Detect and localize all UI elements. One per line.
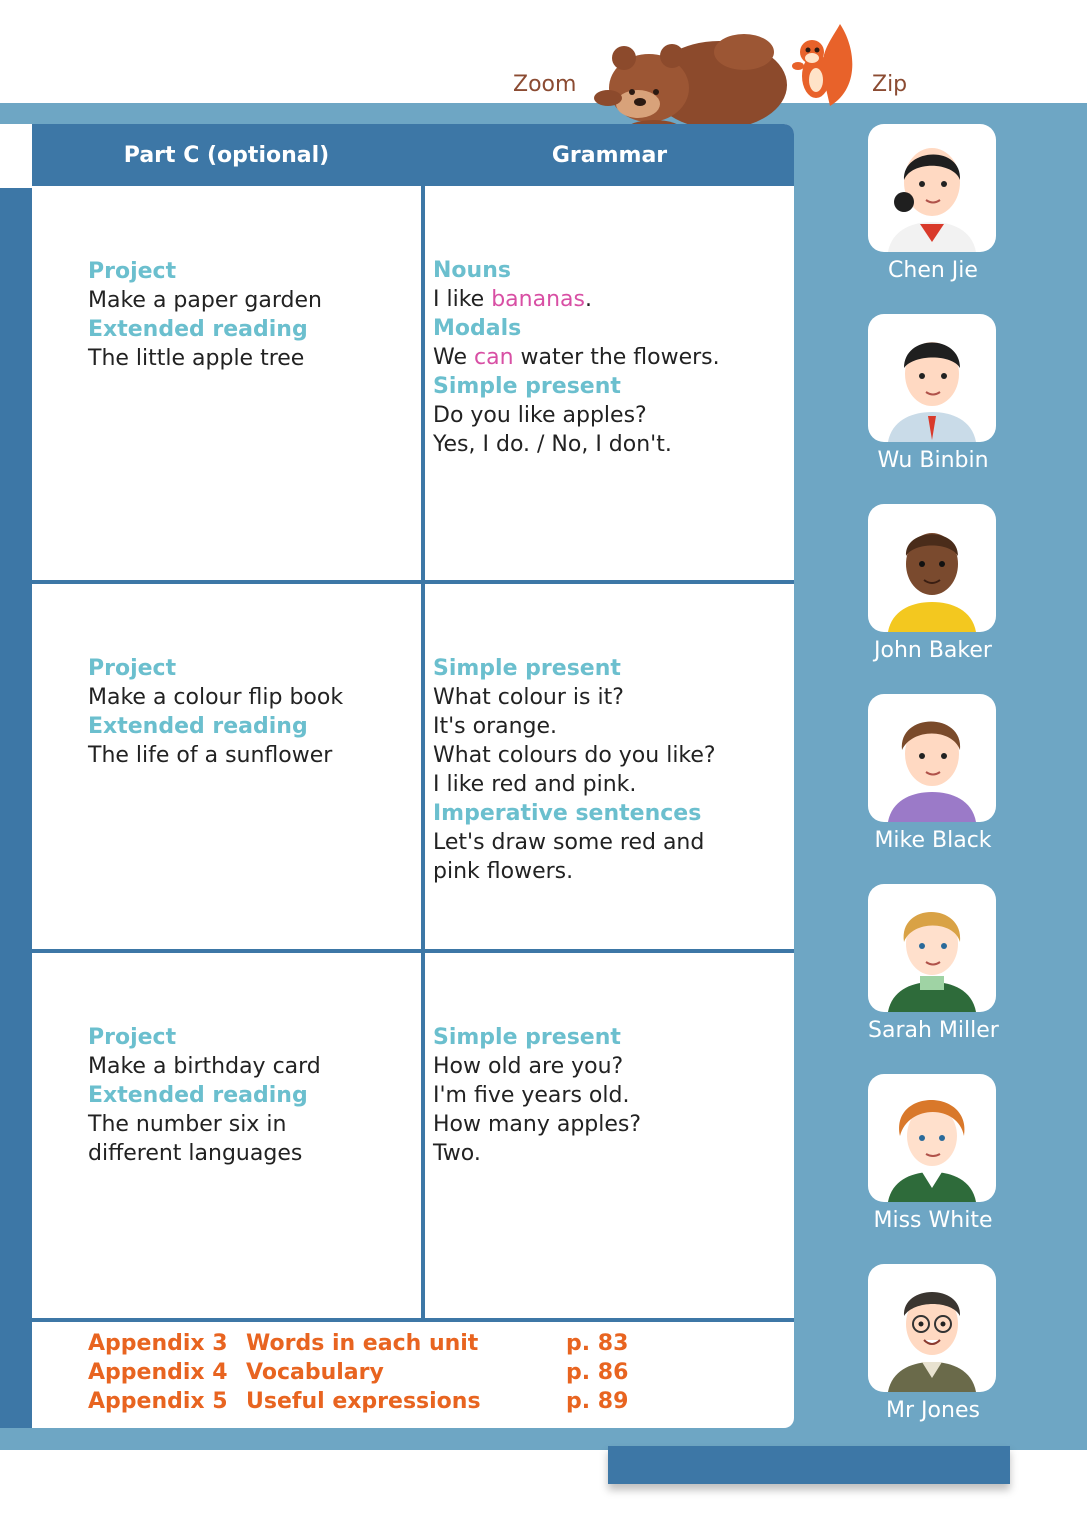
section-heading: Extended reading	[88, 1083, 308, 1108]
character-mr-jones	[868, 1264, 998, 1423]
section-heading: Project	[88, 1025, 177, 1050]
sarah-miller-portrait	[868, 884, 996, 1012]
character-chen-jie	[868, 124, 998, 283]
grammar-cell	[433, 256, 720, 459]
part-c-cell	[88, 654, 343, 770]
section-heading: Nouns	[433, 258, 511, 283]
wu-binbin-portrait	[868, 314, 996, 442]
section-heading: Imperative sentences	[433, 801, 702, 826]
character-john-baker	[868, 504, 998, 663]
section-text: What colour is it? It's orange. What colours do you like? I like red and pink.	[433, 685, 716, 797]
appendix-title: Vocabulary	[246, 1360, 384, 1385]
character-name: Mike Black	[874, 828, 992, 853]
character-name: Chen Jie	[888, 258, 978, 283]
appendix-page: p. 83	[566, 1331, 629, 1356]
section-text: The life of a sunflower	[88, 743, 333, 768]
appendix-label: Appendix 5	[88, 1389, 228, 1414]
example-sentence: I like bananas.	[433, 287, 592, 312]
bottom-flap	[608, 1446, 1010, 1484]
character-name: Miss White	[873, 1208, 993, 1233]
section-text: Do you like apples? Yes, I do. / No, I don't.	[433, 403, 672, 457]
column-divider	[421, 124, 425, 1320]
row-divider	[32, 580, 794, 584]
section-text: How old are you? I'm five years old. How many apples? Two.	[433, 1054, 642, 1166]
mike-black-portrait	[868, 694, 996, 822]
character-name: Sarah Miller	[868, 1018, 999, 1043]
grammar-cell	[433, 1023, 641, 1168]
example-sentence: We can water the flowers.	[433, 345, 720, 370]
section-heading: Project	[88, 259, 177, 284]
left-edge-tab	[0, 124, 32, 188]
row-divider	[32, 949, 794, 953]
squirrel-mascot-illustration	[790, 18, 854, 110]
section-heading: Extended reading	[88, 714, 308, 739]
column-header-grammar: Grammar	[425, 124, 794, 186]
character-name: Mr Jones	[886, 1398, 980, 1423]
section-heading: Project	[88, 656, 177, 681]
left-edge-strip	[0, 188, 32, 1428]
section-text: The little apple tree	[88, 346, 305, 371]
character-miss-white	[868, 1074, 998, 1233]
section-text: The number six in different languages	[88, 1112, 303, 1166]
character-name: John Baker	[874, 638, 992, 663]
part-c-cell	[88, 257, 322, 373]
column-header-part-c: Part C (optional)	[32, 124, 421, 186]
section-text: Make a paper garden	[88, 288, 322, 313]
grammar-cell	[433, 654, 716, 886]
section-heading: Extended reading	[88, 317, 308, 342]
mascot-zip-label: Zip	[872, 72, 908, 97]
section-text: Make a birthday card	[88, 1054, 321, 1079]
highlighted-word: bananas	[491, 287, 585, 312]
row-divider	[32, 1318, 794, 1322]
highlighted-word: can	[474, 345, 514, 370]
character-wu-binbin	[868, 314, 998, 473]
section-heading: Simple present	[433, 374, 621, 399]
section-heading: Simple present	[433, 656, 621, 681]
appendix-page: p. 89	[566, 1389, 629, 1414]
character-sarah-miller	[868, 884, 998, 1043]
appendix-label: Appendix 4	[88, 1360, 228, 1385]
character-mike-black	[868, 694, 998, 853]
appendix-label: Appendix 3	[88, 1331, 228, 1356]
syllabus-table	[32, 124, 794, 1428]
miss-white-portrait	[868, 1074, 996, 1202]
section-heading: Simple present	[433, 1025, 621, 1050]
section-text: Let's draw some red and pink flowers.	[433, 830, 705, 884]
character-name: Wu Binbin	[877, 448, 989, 473]
section-heading: Modals	[433, 316, 522, 341]
appendix-title: Useful expressions	[246, 1389, 481, 1414]
mascot-zoom-label: Zoom	[513, 72, 577, 97]
appendix-page: p. 86	[566, 1360, 629, 1385]
chen-jie-portrait	[868, 124, 996, 252]
john-baker-portrait	[868, 504, 996, 632]
part-c-cell	[88, 1023, 321, 1168]
section-text: Make a colour flip book	[88, 685, 344, 710]
appendix-title: Words in each unit	[246, 1331, 479, 1356]
mr-jones-portrait	[868, 1264, 996, 1392]
